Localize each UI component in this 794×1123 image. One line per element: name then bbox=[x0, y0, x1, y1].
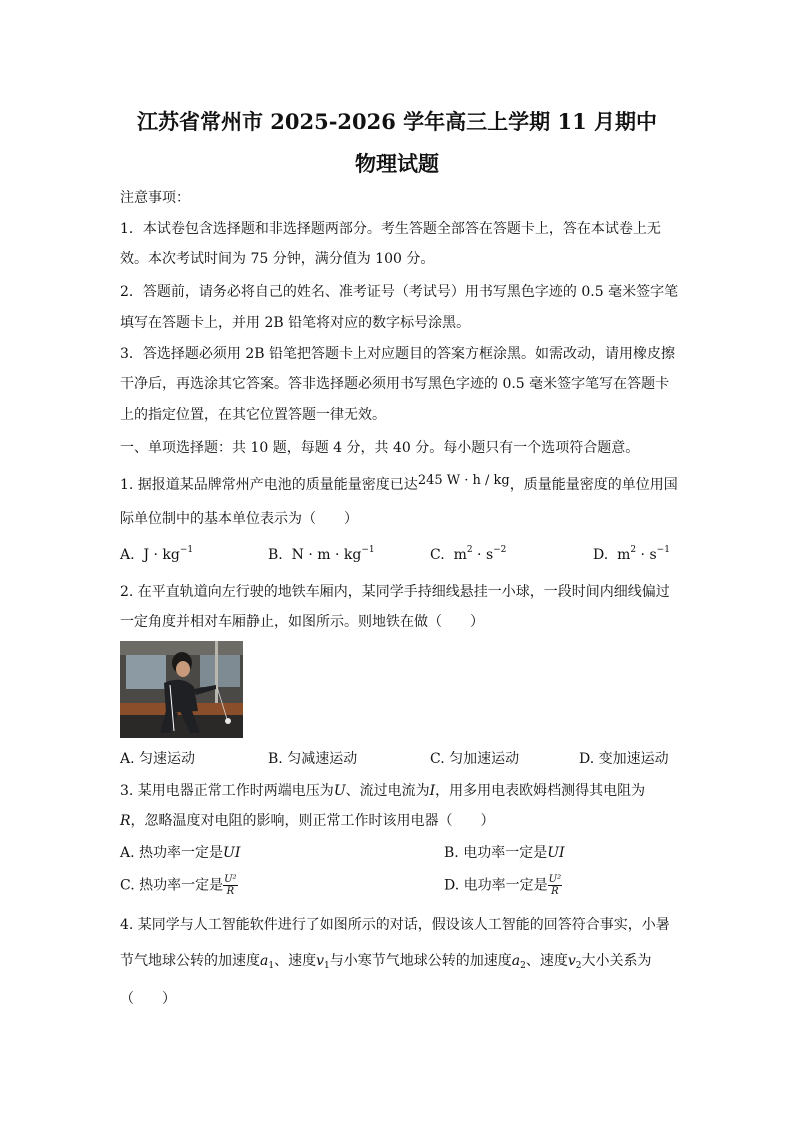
question-3-line-1: 3. 某用电器正常工作时两端电压为U、流过电流为I，用多用电表欧姆档测得其电阻为 bbox=[120, 783, 646, 799]
q2-option-c[interactable]: C. 匀加速运动 bbox=[430, 751, 520, 767]
q2-option-a[interactable]: A. 匀速运动 bbox=[120, 751, 196, 767]
q3-option-d[interactable]: D. 电功率一定是 $\frac{\text{U²}}{R}$ bbox=[444, 874, 562, 897]
q1-option-c[interactable]: C. $m^2 \cdot s^{-2}$ bbox=[430, 545, 507, 563]
question-1-line-1: 1. 据报道某品牌常州产电池的质量能量密度已达245 W · h / kg，质量能量密度的单位用国 bbox=[120, 473, 678, 493]
section-1-heading: 一、单项选择题：共 10 题，每题 4 分，共 40 分。每小题只有一个选项符合题意。 bbox=[120, 440, 640, 456]
note-3-line-1: 3．答选择题必须用 2B 铅笔把答题卡上对应题目的答案方框涂黑。如需改动，请用橡皮擦 bbox=[120, 346, 676, 362]
note-2-line-1: 2．答题前，请务必将自己的姓名、准考证号（考试号）用书写黑色字迹的 0.5 毫米签字笔 bbox=[120, 284, 679, 300]
note-2-line-2: 填写在答题卡上，并用 2B 铅笔将对应的数字标号涂黑。 bbox=[120, 315, 471, 331]
question-1-line-2: 际单位制中的基本单位表示为（ ） bbox=[120, 511, 358, 527]
note-3-line-2: 干净后，再选涂其它答案。答非选择题必须用书写黑色字迹的 0.5 毫米签字笔写在答题卡 bbox=[120, 376, 670, 392]
question-4-line-1: 4. 某同学与人工智能软件进行了如图所示的对话，假设该人工智能的回答符合事实，小暑 bbox=[120, 917, 670, 933]
question-4-line-3: （ ） bbox=[120, 991, 176, 1007]
note-1-line-1: 1．本试卷包含选择题和非选择题两部分。考生答题全部答在答题卡上，答在本试卷上无 bbox=[120, 221, 661, 237]
question-2-line-2: 一定角度并相对车厢静止，如图所示。则地铁在做（ ） bbox=[120, 614, 484, 630]
q3-option-b[interactable]: B. 电功率一定是UI bbox=[444, 845, 565, 861]
question-3-line-2: R，忽略温度对电阻的影响，则正常工作时该用电器（ ） bbox=[120, 813, 495, 829]
subway-student-photo bbox=[120, 641, 243, 738]
question-2-line-1: 2. 在平直轨道向左行驶的地铁车厢内，某同学手持细线悬挂一小球，一段时间内细线偏过 bbox=[120, 584, 670, 600]
q3-option-a[interactable]: A. 热功率一定是UI bbox=[120, 845, 241, 861]
exam-title-line1: 江苏省常州市 2025-2026 学年高三上学期 11 月期中 bbox=[136, 109, 658, 134]
notes-header: 注意事项： bbox=[120, 190, 190, 206]
q2-option-b[interactable]: B. 匀减速运动 bbox=[268, 751, 358, 767]
note-1-line-2: 效。本次考试时间为 75 分钟，满分值为 100 分。 bbox=[120, 251, 435, 267]
energy-density-value: 245 W · h / kg bbox=[417, 473, 510, 488]
q1-option-b[interactable]: B. $N \cdot m \cdot kg^{-1}$ bbox=[268, 545, 375, 563]
q2-option-d[interactable]: D. 变加速运动 bbox=[579, 751, 669, 767]
q1-option-a[interactable]: A. $J \cdot kg^{-1}$ bbox=[120, 545, 194, 563]
question-4-line-2: 节气地球公转的加速度$a_1$、速度$v_1$与小寒节气地球公转的加速度$a_2$、速度$v_2$大小关系为 bbox=[120, 953, 652, 971]
note-3-line-3: 上的指定位置，在其它位置答题一律无效。 bbox=[120, 407, 386, 423]
exam-title-line2: 物理试题 bbox=[355, 151, 439, 176]
q1-option-d[interactable]: D. $m^2 \cdot s^{-1}$ bbox=[593, 545, 670, 563]
q3-option-c[interactable]: C. 热功率一定是 $\frac{\text{U²}}{R}$ bbox=[120, 874, 237, 897]
